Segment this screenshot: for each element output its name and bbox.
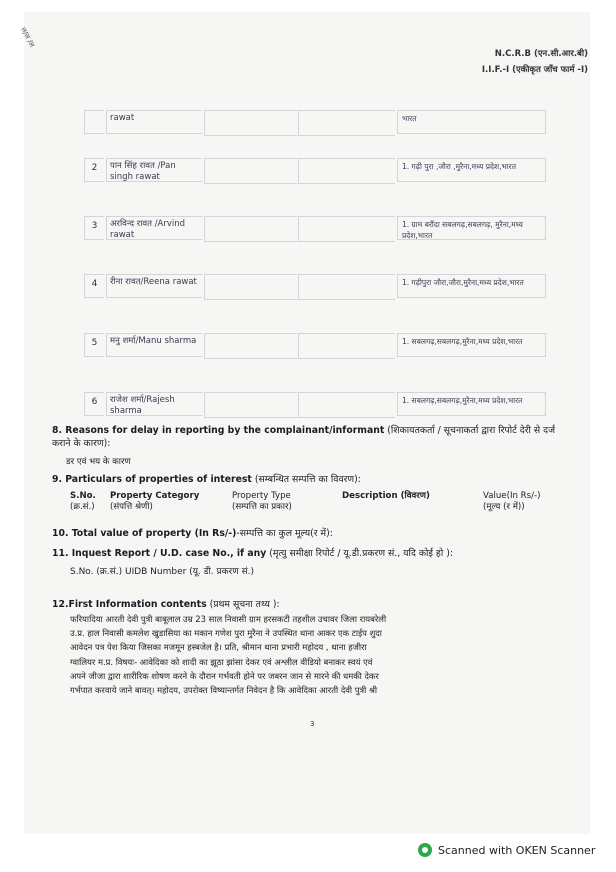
fir-line: फरियादिया आरती देवी पुत्री बाबूलाल उम्र 23 साल निवासी ग्राम हरसकटी तहशील उचावर जिला रायबरेली	[70, 614, 387, 624]
fir-line: अपने जीजा द्वारा शारीरिक शोषण करने के दौरान गर्भवती होने पर जबरन जान से मारने की धमकी देकर	[70, 670, 379, 681]
section-9	[52, 473, 562, 486]
accused-address: भारत	[397, 110, 546, 134]
accused-row	[84, 216, 546, 242]
section-12	[52, 598, 562, 611]
row-number: 4	[84, 274, 104, 298]
section-9-label-hi: (सम्बन्धित सम्पत्ति का विवरण):	[254, 474, 361, 485]
oken-logo-icon	[418, 843, 432, 857]
fir-line: आवेदन पत्र पेश किया जिसका मजमून हस्बजेल है। प्रति, श्रीमान थाना प्रभारी महोदय , थाना हजीरा	[70, 642, 367, 653]
fir-line: गर्भपात करवाये जाने बावत्। महोदय, उपरोक्त विष्यान्तर्गत निवेदन है कि आवेदिका आरती देवी पुत्री श्री	[70, 685, 378, 696]
accused-name: अरविन्द रावत /Arvind rawat	[106, 216, 202, 240]
empty-cell	[204, 110, 297, 136]
fir-line: ग्वालियर म.प्र. विषयः- आवेदिका को शादी का झूठा झांसा देकर एवं अश्लील वीडियो बनाकर स्वयं एवं	[70, 656, 373, 667]
section-11-columns: S.No. (क्र.सं.) UIDB Number (यू. डी. प्रकरण सं.)	[70, 567, 255, 577]
section-12-label: 12.First Information contents	[52, 599, 207, 610]
row-number: 2	[84, 158, 104, 182]
empty-cell	[298, 158, 395, 184]
section-8	[52, 424, 562, 450]
empty-cell	[298, 392, 395, 418]
row-number: 3	[84, 216, 104, 240]
row-number	[84, 110, 104, 134]
row-number: 5	[84, 333, 104, 357]
accused-address: 1. गढ़ी पुरा ,जौरा ,मुरैना,मध्य प्रदेश,भारत	[397, 158, 546, 182]
empty-cell	[298, 274, 395, 300]
accused-name: पान सिंह रावत /Pan singh rawat	[106, 158, 202, 182]
section-11-label: 11. Inquest Report / U.D. case No., if any	[52, 548, 267, 559]
accused-row	[84, 110, 546, 136]
accused-row	[84, 333, 546, 359]
scan-mark: ल/ल /ल	[18, 26, 36, 49]
fir-line: उ.प्र. हाल निवासी कमलेश खुडासिया का मकान गणेश पुरा मुरैना ने उपस्थित थाना आकर एक टाईप शुदा	[70, 628, 382, 639]
accused-address: 1. ग्राम बरौंदा सबलगढ़,सबलगढ़, मुरैना,मध्य प्रदेश,भारत	[397, 216, 546, 240]
accused-name: रीना रावत/Reena rawat	[106, 274, 202, 298]
page-number: 3	[310, 720, 315, 728]
section-10-label: 10. Total value of property (In Rs/-)	[52, 528, 237, 539]
section-12-label-hi: (प्रथम सूचना तथ्य ):	[209, 599, 280, 610]
empty-cell	[204, 392, 297, 418]
accused-row	[84, 158, 546, 184]
empty-cell	[204, 333, 297, 359]
section-8-label: 8. Reasons for delay in reporting by the complainant/informant	[52, 425, 385, 436]
section-8-label-hi: (शिकायतकर्ता / सूचनाकर्ता द्वारा रिपोर्ट देरी से दर्ज कराने के कारण):	[52, 425, 555, 449]
empty-cell	[204, 274, 297, 300]
col-property-category: Property Category (संपत्ति श्रेणी)	[110, 491, 200, 512]
section-9-label: 9. Particulars of properties of interest	[52, 474, 252, 485]
empty-cell	[204, 158, 297, 184]
accused-name: rawat	[106, 110, 202, 134]
col-description: Description (विवरण)	[342, 491, 430, 501]
col-property-type: Property Type (सम्पत्ति का प्रकार)	[232, 491, 292, 512]
section-11	[52, 547, 562, 560]
empty-cell	[204, 216, 297, 242]
section-11-label-hi: (मृत्यु समीक्षा रिपोर्ट / यू.डी.प्रकरण सं., यदि कोई हो ):	[269, 548, 453, 559]
accused-row	[84, 392, 546, 418]
header-iif: I.I.F.-I (एकीकृत जाँच फार्म -I)	[481, 65, 588, 75]
accused-address: 1. सबलगढ़,सबलगढ़,मुरैना,मध्य प्रदेश,भारत	[397, 333, 546, 357]
accused-row	[84, 274, 546, 300]
col-value: Value(In Rs/-) (मूल्य (र में))	[483, 491, 541, 512]
accused-name: मनु शर्मा/Manu sharma	[106, 333, 202, 357]
empty-cell	[298, 110, 395, 136]
section-8-value: डर एवं भय के कारण	[66, 457, 131, 467]
empty-cell	[298, 216, 395, 242]
scanner-footer	[418, 843, 595, 857]
header-ncrb: N.C.R.B (एन.सी.आर.बी)	[494, 49, 588, 59]
accused-address: 1. सबलगढ़,सबलगढ़,मुरैना,मध्य प्रदेश,भारत	[397, 392, 546, 416]
accused-address: 1. गढ़ीपुरा जौरा,जौरा,मुरैना,मध्य प्रदेश,भारत	[397, 274, 546, 298]
scanner-text: Scanned with OKEN Scanner	[438, 843, 596, 857]
col-sno: S.No. (क्र.सं.)	[70, 491, 96, 512]
section-10	[52, 527, 562, 540]
empty-cell	[298, 333, 395, 359]
row-number: 6	[84, 392, 104, 416]
accused-name: राजेश शर्मा/Rajesh sharma	[106, 392, 202, 416]
section-10-label-hi: -सम्पत्ति का कुल मूल्य(र में):	[236, 528, 333, 539]
fir-contents	[70, 612, 545, 697]
